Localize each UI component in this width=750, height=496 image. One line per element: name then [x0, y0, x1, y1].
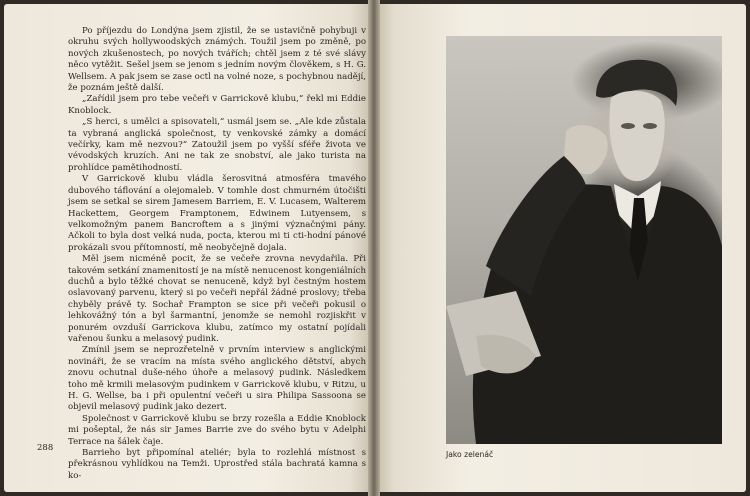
page-number: 288 [37, 443, 54, 453]
paragraph: Po příjezdu do Londýna jsem zjistil, že se ustavičně pohybuji v okruhu svých hollywoodských známých. Toužil jsem po změně, po nových zkušenostech, po nových tvářích; chtěl jsem z té své slávy něco vytěžit. Sešel jsem se jenom s jedním novým člověkem, s H. G. Wellsem. A pak jsem se zase octl na volné noze, s pochybnou nadějí, že poznám ještě další. [68, 26, 366, 94]
paragraph: Společnost v Garrickově klubu se brzy rozešla a Eddie Knoblock mi pošeptal, že nás sir James Barrie zve do svého bytu v Adelphi Terrace na šálek čaje. [68, 413, 366, 447]
eye-left [621, 123, 635, 129]
paragraph: Měl jsem nicméně pocit, že se večeře zrovna nevydařila. Při takovém setkání znamenitostí je na místě nenucenost kongeniálních duchů a bylo těžké chovat se nenuceně, když byl čestným hostem oslavovaný parvenu, který si po večeři nepřál žádné proslovy; třeba chyběly právě ty. Sochař Frampton se sice při večeři pokusil o lehkovážný tón a byl šarmantní, jenomže se nemohl rozjiskřit v ponurém ovzduší Garrickova klubu, zatímco my ostatní pojídali vařenou šunku a melasový pudink. [68, 254, 366, 344]
photo-caption: Jako zelenáč [446, 450, 494, 459]
paragraph: Zmínil jsem se neprozřetelně v prvním interview s anglickými novináři, že se vracím na místa svého anglického dětství, abych znovu ochutnal duše-ného úhoře a melasový pudink. Následkem toho mě krmili melasovým pudinkem v Garrickově klubu, v Ritzu, u H. G. Wellse, ba i při opulentní večeři u sira Philipa Sassoona se objevil melasový pudink jako dezert. [68, 345, 366, 413]
right-page [376, 4, 746, 492]
paragraph: „Zařídil jsem pro tebe večeři v Garrickově klubu,“ řekl mi Eddie Knoblock. [68, 94, 366, 116]
eye-right [643, 123, 657, 129]
paragraph: V Garrickově klubu vládla šerosvitná atmosféra tmavého dubového táflování a olejomaleb. V tomhle dost chmurném útočišti jsem se setkal se sirem Jamesem Barriem, E. V. Lucasem, Walterem Hackettem, Georgem Framptonem, Edwinem Lutyensem, s velkomožným panem Bancroftem a s jinými význačnými pány. Ačkoli to byla dost velká nuda, pocta, kterou mi ti cti-hodní pánové prokázali svou přítomností, mě neobyčejně dojala. [68, 174, 366, 253]
paragraph: Barrieho byt připomínal ateliér; byla to rozlehlá místnost s překrásnou vyhlídkou na Temži. Uprostřed stála bachratá kamna s ko- [68, 448, 366, 481]
face-shape [609, 91, 664, 181]
left-page [4, 4, 372, 492]
portrait-illustration [446, 36, 722, 444]
paragraph: „S herci, s umělci a spisovateli,“ usmál jsem se. „Ale kde zůstala ta vybraná anglická společnost, ty venkovské zámky a domácí večírky, kam mě nezvou?“ Zatoužil jsem po vyšší sféře života ve vévodských kruzích. Ani ne tak ze snobství, ale jako turista na prohlídce pamětihodností. [68, 117, 366, 173]
book-gutter [368, 0, 380, 496]
body-text [68, 26, 366, 482]
portrait-photo [446, 36, 722, 444]
